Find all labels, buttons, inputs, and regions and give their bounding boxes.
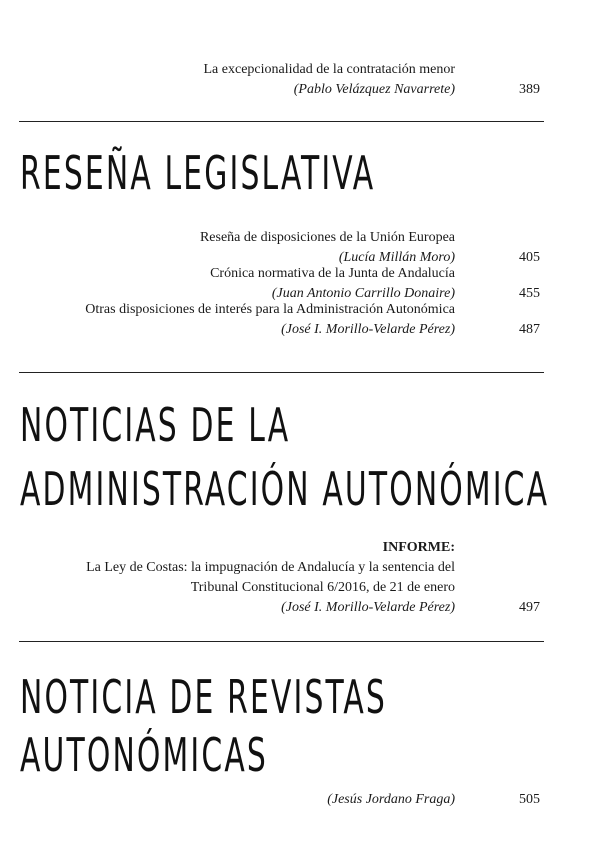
entry-title: Otras disposiciones de interés para la Administración Autonómica <box>85 302 455 317</box>
entry-title: Reseña de disposiciones de la Unión Europea <box>199 230 455 245</box>
entry-page-number: 497 <box>519 600 540 615</box>
entry-author: (Lucía Millán Moro) <box>338 250 455 265</box>
toc-entry-otras-disposiciones <box>40 300 540 340</box>
informe-label: INFORME: <box>382 540 455 555</box>
entry-page-number: 405 <box>519 250 540 265</box>
entry-page-number: 389 <box>519 82 540 97</box>
toc-entry-junta-andalucia <box>40 264 540 304</box>
entry-author: (José I. Morillo-Velarde Pérez) <box>281 600 455 615</box>
entry-author: (José I. Morillo-Velarde Pérez) <box>281 322 455 337</box>
section-heading-noticias-line2: ADMINISTRACIÓN AUTONÓMICA <box>20 462 550 516</box>
entry-title: Crónica normativa de la Junta de Andalucía <box>210 266 455 281</box>
section-divider <box>19 641 544 642</box>
toc-entry-contratacion-menor <box>40 60 540 100</box>
section-heading-revistas-line2: AUTONÓMICAS <box>20 728 268 782</box>
entry-author: (Juan Antonio Carrillo Donaire) <box>271 286 455 301</box>
entry-author: (Jesús Jordano Fraga) <box>327 792 455 807</box>
section-heading-revistas-line1: NOTICIA DE REVISTAS <box>20 670 387 724</box>
entry-page-number: 455 <box>519 286 540 301</box>
toc-entry-union-europea <box>40 228 540 268</box>
entry-title-line2: Tribunal Constitucional 6/2016, de 21 de enero <box>190 580 455 595</box>
section-heading-noticias-line1: NOTICIAS DE LA <box>20 398 291 452</box>
section-heading-resena-legislativa: RESEÑA LEGISLATIVA <box>20 146 376 200</box>
toc-entry-ley-de-costas <box>40 538 540 618</box>
entry-title: La excepcionalidad de la contratación menor <box>203 62 455 77</box>
entry-page-number: 487 <box>519 322 540 337</box>
entry-title-line1: La Ley de Costas: la impugnación de Andalucía y la sentencia del <box>86 560 455 575</box>
section-divider <box>19 372 544 373</box>
entry-author: (Pablo Velázquez Navarrete) <box>293 82 455 97</box>
toc-entry-revistas-autonomicas <box>40 790 540 810</box>
section-divider <box>19 121 544 122</box>
entry-page-number: 505 <box>519 792 540 807</box>
